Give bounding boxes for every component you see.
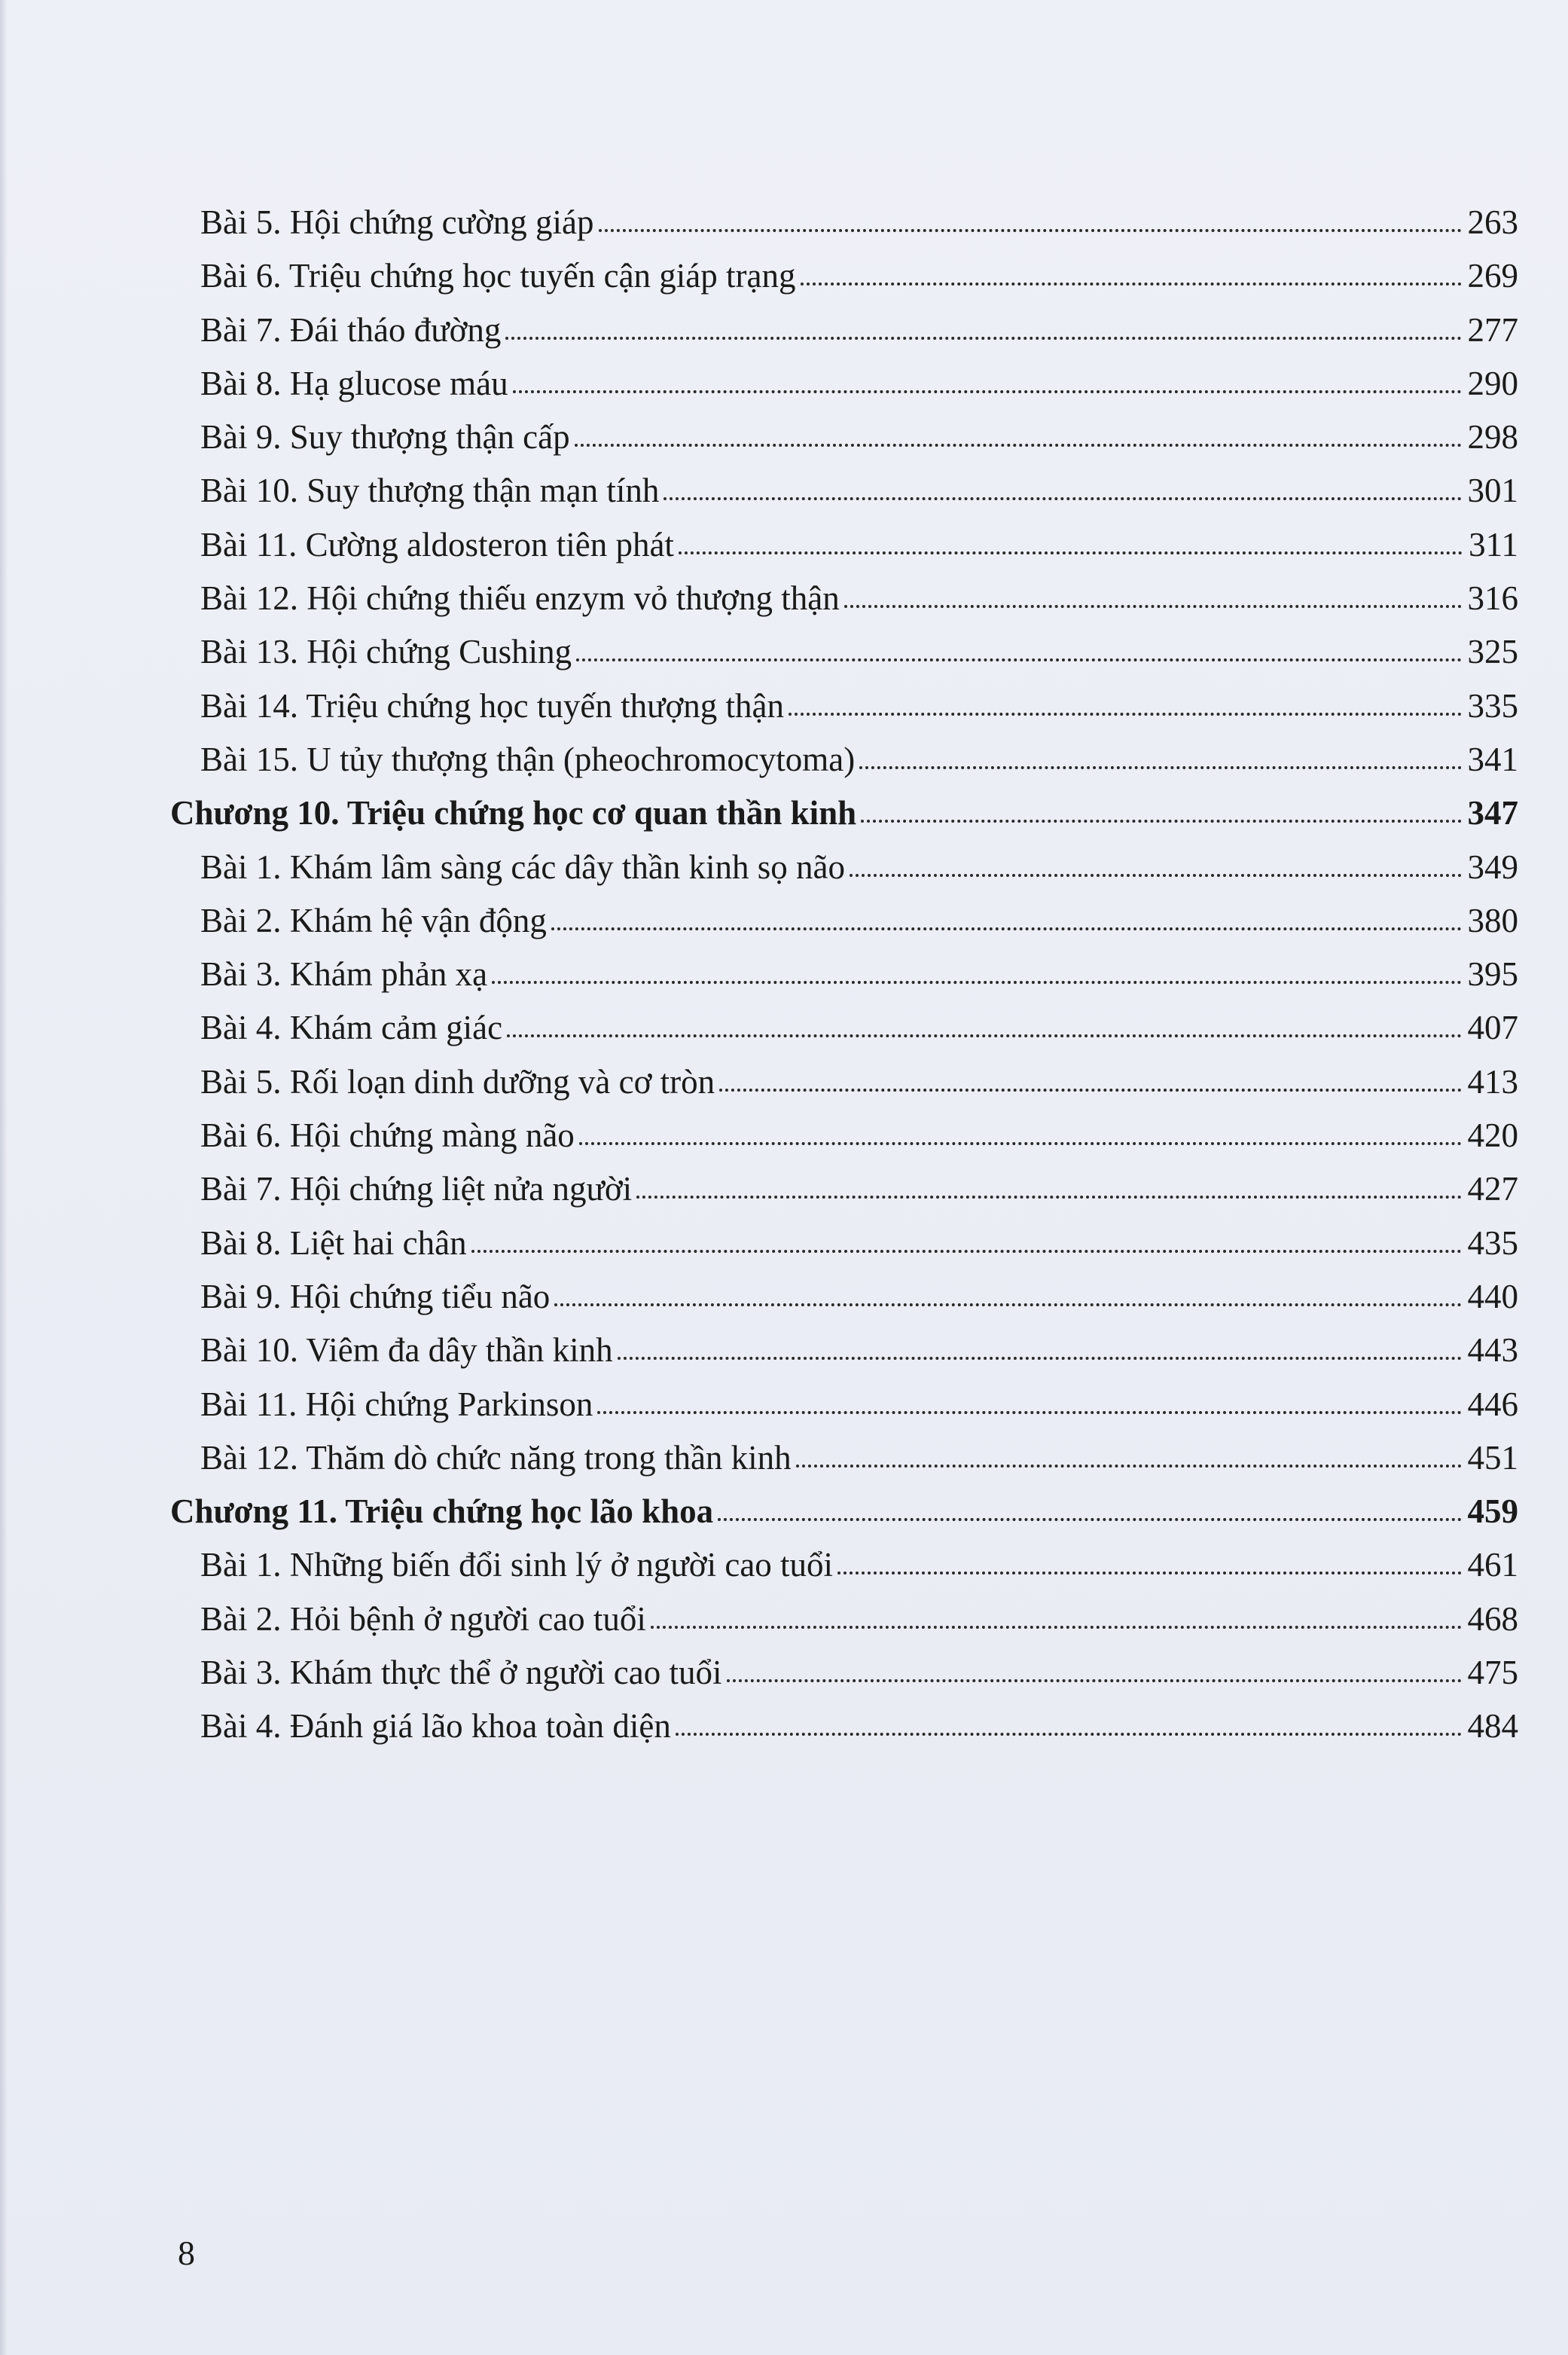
toc-dot-leader <box>796 1465 1462 1468</box>
toc-entry-page: 290 <box>1467 364 1518 402</box>
toc-entry-title: Bài 6. Triệu chứng học tuyến cận giáp trạng <box>200 257 796 295</box>
toc-lesson-entry <box>0 1703 1568 1757</box>
toc-entry-line <box>200 1707 1518 1746</box>
toc-entry-line <box>200 203 1518 241</box>
toc-entry-title: Bài 12. Hội chứng thiếu enzym vỏ thượng thận <box>200 579 840 618</box>
toc-entry-line <box>200 474 1518 508</box>
toc-entry-line <box>200 1062 1518 1101</box>
toc-dot-leader <box>507 1034 1461 1037</box>
toc-entry-title: Bài 5. Hội chứng cường giáp <box>200 203 594 241</box>
toc-lesson-entry <box>0 1059 1568 1113</box>
toc-entry-line <box>200 740 1518 778</box>
toc-entry-line <box>200 635 1518 669</box>
toc-entry-title: Bài 4. Đánh giá lão khoa toàn diện <box>200 1707 671 1746</box>
toc-entry-line <box>200 418 1518 457</box>
toc-dot-leader <box>844 605 1462 608</box>
toc-entry-title: Bài 8. Hạ glucose máu <box>200 364 508 402</box>
toc-entry-title: Bài 5. Rối loạn dinh dưỡng và cơ tròn <box>200 1062 715 1101</box>
toc-entry-title: Bài 4. Khám cảm giác <box>200 1009 503 1047</box>
toc-dot-leader <box>850 874 1461 877</box>
toc-entry-title: Bài 7. Hội chứng liệt nửa người <box>200 1170 633 1208</box>
toc-entry-line <box>200 1438 1518 1477</box>
toc-lesson-entry <box>0 898 1568 951</box>
toc-entry-title: Bài 1. Khám lâm sàng các dây thần kinh sọ não <box>200 848 846 886</box>
toc-entry-line <box>200 1172 1518 1206</box>
toc-dot-leader <box>492 981 1461 984</box>
toc-entry-title: Chương 10. Triệu chứng học cơ quan thần kinh <box>170 794 857 832</box>
toc-entry-page: 451 <box>1467 1438 1518 1477</box>
toc-entry-line <box>200 955 1518 994</box>
toc-entry-line <box>200 1656 1518 1690</box>
toc-entry-title: Bài 10. Suy thượng thận mạn tính <box>200 472 660 510</box>
toc-dot-leader <box>651 1626 1462 1629</box>
toc-lesson-entry <box>0 1542 1568 1596</box>
toc-dot-leader <box>471 1250 1462 1253</box>
toc-entry-line <box>200 579 1518 618</box>
toc-dot-leader <box>837 1572 1461 1575</box>
toc-entry-line <box>200 364 1518 402</box>
toc-entry-line <box>200 1277 1518 1315</box>
toc-entry-line <box>200 1599 1518 1638</box>
toc-dot-leader <box>719 1089 1461 1092</box>
toc-lesson-entry <box>0 468 1568 521</box>
toc-dot-leader <box>718 1518 1461 1521</box>
table-of-contents <box>0 200 1568 1758</box>
toc-entry-title: Chương 11. Triệu chứng học lão khoa <box>170 1492 714 1531</box>
toc-entry-title: Bài 7. Đái tháo đường <box>200 310 502 349</box>
toc-lesson-entry <box>0 1220 1568 1274</box>
toc-lesson-entry <box>0 1166 1568 1220</box>
toc-entry-page: 347 <box>1467 794 1518 832</box>
toc-chapter-entry <box>0 1489 1568 1542</box>
toc-entry-title: Bài 2. Khám hệ vận động <box>200 901 547 939</box>
toc-lesson-entry <box>0 1596 1568 1650</box>
toc-entry-page: 380 <box>1467 901 1518 939</box>
toc-entry-page: 349 <box>1467 848 1518 886</box>
toc-lesson-entry <box>0 683 1568 737</box>
toc-lesson-entry <box>0 845 1568 898</box>
toc-dot-leader <box>599 229 1462 232</box>
toc-entry-page: 443 <box>1467 1331 1518 1370</box>
toc-lesson-entry <box>0 414 1568 468</box>
toc-entry-line <box>200 848 1518 886</box>
toc-lesson-entry <box>0 522 1568 576</box>
toc-entry-line <box>200 310 1518 349</box>
toc-lesson-entry <box>0 576 1568 629</box>
toc-entry-line <box>200 1385 1518 1423</box>
toc-lesson-entry <box>0 307 1568 361</box>
toc-lesson-entry <box>0 1327 1568 1381</box>
toc-dot-leader <box>679 551 1463 554</box>
toc-entry-line <box>170 1492 1518 1531</box>
toc-lesson-entry <box>0 1113 1568 1166</box>
toc-entry-title: Bài 11. Cường aldosteron tiên phát <box>200 525 674 564</box>
toc-entry-line <box>200 525 1518 564</box>
toc-entry-page: 407 <box>1467 1009 1518 1047</box>
toc-entry-page: 435 <box>1467 1223 1518 1262</box>
toc-entry-page: 269 <box>1467 257 1518 295</box>
toc-entry-page: 468 <box>1467 1599 1518 1638</box>
toc-entry-line <box>200 1331 1518 1370</box>
toc-entry-page: 341 <box>1467 740 1518 778</box>
toc-entry-page: 325 <box>1467 633 1518 671</box>
toc-dot-leader <box>727 1679 1462 1682</box>
toc-entry-page: 311 <box>1469 525 1518 564</box>
toc-lesson-entry <box>0 1382 1568 1435</box>
toc-entry-line <box>200 686 1518 725</box>
toc-dot-leader <box>575 444 1462 447</box>
toc-chapter-entry <box>0 790 1568 844</box>
toc-entry-page: 461 <box>1467 1546 1518 1584</box>
toc-lesson-entry <box>0 1435 1568 1489</box>
toc-entry-page: 316 <box>1467 579 1518 618</box>
toc-dot-leader <box>513 390 1462 393</box>
toc-dot-leader <box>789 713 1461 716</box>
toc-entry-title: Bài 10. Viêm đa dây thần kinh <box>200 1331 613 1370</box>
toc-entry-line <box>170 796 1518 830</box>
toc-entry-line <box>200 259 1518 293</box>
toc-entry-title: Bài 3. Khám phản xạ <box>200 955 488 994</box>
toc-lesson-entry <box>0 951 1568 1005</box>
toc-dot-leader <box>636 1196 1461 1199</box>
toc-entry-title: Bài 9. Suy thượng thận cấp <box>200 418 570 457</box>
toc-entry-title: Bài 1. Những biến đổi sinh lý ở người cao tuổi <box>200 1546 834 1584</box>
toc-entry-title: Bài 13. Hội chứng Cushing <box>200 633 572 671</box>
toc-dot-leader <box>861 820 1461 823</box>
toc-entry-title: Bài 15. U tủy thượng thận (pheochromocytoma) <box>200 740 856 778</box>
toc-entry-title: Bài 8. Liệt hai chân <box>200 1223 467 1262</box>
toc-entry-page: 427 <box>1467 1170 1518 1208</box>
toc-entry-page: 277 <box>1467 310 1518 349</box>
toc-lesson-entry <box>0 200 1568 253</box>
toc-lesson-entry <box>0 1274 1568 1327</box>
toc-entry-title: Bài 12. Thăm dò chức năng trong thần kinh <box>200 1438 792 1477</box>
toc-dot-leader <box>576 658 1461 661</box>
toc-entry-line <box>200 901 1518 939</box>
toc-dot-leader <box>551 927 1462 930</box>
toc-entry-title: Bài 2. Hỏi bệnh ở người cao tuổi <box>200 1599 646 1638</box>
toc-entry-page: 459 <box>1467 1492 1518 1531</box>
toc-entry-line <box>200 1011 1518 1045</box>
toc-entry-page: 420 <box>1467 1116 1518 1155</box>
toc-entry-page: 335 <box>1467 686 1518 725</box>
toc-dot-leader <box>676 1733 1462 1736</box>
toc-entry-line <box>200 1223 1518 1262</box>
toc-entry-page: 413 <box>1467 1062 1518 1101</box>
toc-dot-leader <box>664 497 1461 500</box>
toc-entry-title: Bài 11. Hội chứng Parkinson <box>200 1385 593 1423</box>
toc-dot-leader <box>554 1303 1461 1306</box>
toc-entry-line <box>200 1548 1518 1582</box>
toc-entry-page: 440 <box>1467 1277 1518 1315</box>
toc-dot-leader <box>859 766 1461 769</box>
toc-entry-page: 301 <box>1467 472 1518 510</box>
toc-entry-page: 446 <box>1467 1385 1518 1423</box>
toc-entry-page: 475 <box>1467 1654 1518 1692</box>
toc-dot-leader <box>597 1411 1461 1414</box>
toc-entry-page: 298 <box>1467 418 1518 457</box>
toc-lesson-entry <box>0 361 1568 414</box>
toc-entry-title: Bài 14. Triệu chứng học tuyến thượng thận <box>200 686 785 725</box>
toc-entry-page: 263 <box>1467 203 1518 241</box>
toc-dot-leader <box>618 1357 1462 1360</box>
toc-lesson-entry <box>0 253 1568 307</box>
toc-entry-page: 484 <box>1467 1707 1518 1746</box>
toc-entry-page: 395 <box>1467 955 1518 994</box>
toc-entry-line <box>200 1116 1518 1155</box>
toc-dot-leader <box>579 1142 1462 1145</box>
toc-dot-leader <box>801 283 1462 286</box>
toc-lesson-entry <box>0 1650 1568 1703</box>
toc-lesson-entry <box>0 737 1568 790</box>
toc-dot-leader <box>505 337 1461 340</box>
toc-entry-title: Bài 9. Hội chứng tiểu não <box>200 1277 551 1315</box>
toc-lesson-entry <box>0 1005 1568 1058</box>
page-number: 8 <box>178 2234 195 2272</box>
toc-entry-title: Bài 3. Khám thực thể ở người cao tuổi <box>200 1654 722 1692</box>
toc-entry-title: Bài 6. Hội chứng màng não <box>200 1116 575 1155</box>
toc-lesson-entry <box>0 629 1568 683</box>
